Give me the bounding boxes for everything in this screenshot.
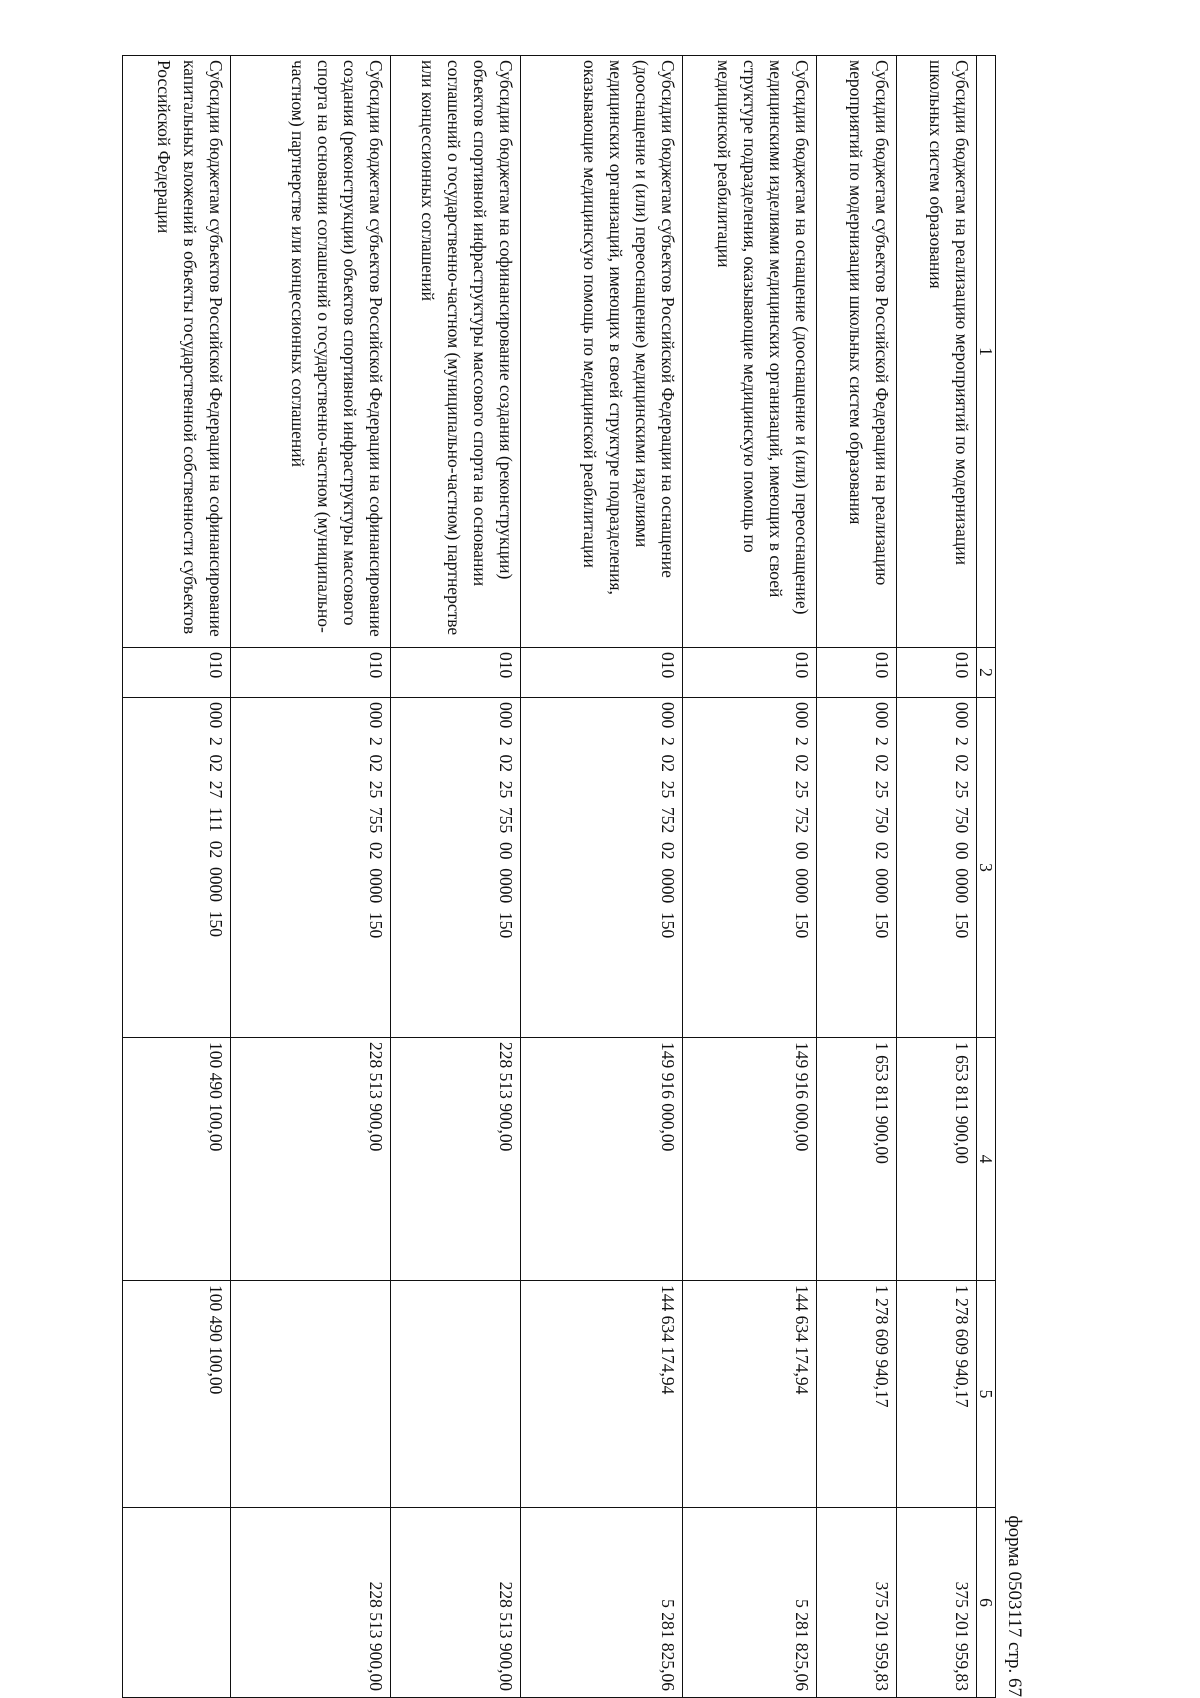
- indicator-name: Субсидии бюджетам на софинансирование создания (реконструкции) объектов спортивной инфраструктуры массового спорта на основании соглашений о государственно-частном (муниципально-частном) партнерстве или концессионных соглашений: [391, 56, 521, 648]
- column-number: 5: [977, 1281, 996, 1508]
- indicator-name: Субсидии бюджетам субъектов Российской Федерации на реализацию мероприятий по модернизации школьных систем образования: [817, 56, 897, 648]
- line-code: 010: [521, 648, 683, 698]
- budget-classification-code: 000 2 02 25 755 02 0000 150: [231, 698, 391, 1038]
- budget-classification-code: 000 2 02 25 750 02 0000 150: [817, 698, 897, 1038]
- indicator-name: Субсидии бюджетам на реализацию мероприятий по модернизации школьных систем образования: [897, 56, 977, 648]
- unexecuted-amount: 228 513 900,00: [391, 1508, 521, 1698]
- approved-amount: 1 653 811 900,00: [897, 1038, 977, 1281]
- executed-amount: 1 278 609 940,17: [897, 1281, 977, 1508]
- approved-amount: 228 513 900,00: [391, 1038, 521, 1281]
- column-number-row: [977, 56, 996, 1698]
- executed-amount: [391, 1281, 521, 1508]
- unexecuted-amount: [123, 1508, 231, 1698]
- unexecuted-amount: 375 201 959,83: [897, 1508, 977, 1698]
- approved-amount: 100 490 100,00: [123, 1038, 231, 1281]
- executed-amount: 144 634 174,94: [683, 1281, 817, 1508]
- table-row: [391, 56, 521, 1698]
- indicator-name: Субсидии бюджетам субъектов Российской Федерации на оснащение (дооснащение и (или) переоснащение) медицинскими изделиями медицинских организаций, имеющих в своей структуре подразделения, оказывающие медицинскую помощь по медицинской реабилитации: [521, 56, 683, 648]
- column-number: 1: [977, 56, 996, 648]
- form-label: форма 0503117 стр. 67: [1004, 1515, 1025, 1697]
- unexecuted-amount: 5 281 825,06: [683, 1508, 817, 1698]
- report-table: [122, 55, 996, 1698]
- table-row: [897, 56, 977, 1698]
- line-code: 010: [123, 648, 231, 698]
- table-row: [817, 56, 897, 1698]
- executed-amount: 100 490 100,00: [123, 1281, 231, 1508]
- approved-amount: 228 513 900,00: [231, 1038, 391, 1281]
- approved-amount: 149 916 000,00: [521, 1038, 683, 1281]
- line-code: 010: [683, 648, 817, 698]
- line-code: 010: [231, 648, 391, 698]
- table-row: [521, 56, 683, 1698]
- executed-amount: [231, 1281, 391, 1508]
- budget-classification-code: 000 2 02 25 755 00 0000 150: [391, 698, 521, 1038]
- unexecuted-amount: 5 281 825,06: [521, 1508, 683, 1698]
- line-code: 010: [391, 648, 521, 698]
- budget-classification-code: 000 2 02 25 750 00 0000 150: [897, 698, 977, 1038]
- executed-amount: 1 278 609 940,17: [817, 1281, 897, 1508]
- budget-classification-code: 000 2 02 27 111 02 0000 150: [123, 698, 231, 1038]
- budget-classification-code: 000 2 02 25 752 00 0000 150: [683, 698, 817, 1038]
- unexecuted-amount: 228 513 900,00: [231, 1508, 391, 1698]
- line-code: 010: [817, 648, 897, 698]
- budget-classification-code: 000 2 02 25 752 02 0000 150: [521, 698, 683, 1038]
- indicator-name: Субсидии бюджетам на оснащение (дооснащение и (или) переоснащение) медицинскими изделиями медицинских организаций, имеющих в своей структуре подразделения, оказывающие медицинскую помощь по медицинской реабилитации: [683, 56, 817, 648]
- column-number: 6: [977, 1508, 996, 1698]
- approved-amount: 149 916 000,00: [683, 1038, 817, 1281]
- rotated-page: [118, 55, 1032, 1697]
- indicator-name: Субсидии бюджетам субъектов Российской Федерации на софинансирование капитальных вложений в объекты государственной собственности субъектов Российской Федерации: [123, 56, 231, 648]
- table-row: [231, 56, 391, 1698]
- column-number: 3: [977, 698, 996, 1038]
- approved-amount: 1 653 811 900,00: [817, 1038, 897, 1281]
- table-row: [123, 56, 231, 1698]
- column-number: 4: [977, 1038, 996, 1281]
- column-number: 2: [977, 648, 996, 698]
- table-row: [683, 56, 817, 1698]
- indicator-name: Субсидии бюджетам субъектов Российской Федерации на софинансирование создания (реконструкции) объектов спортивной инфраструктуры массового спорта на основании соглашений о государственно-частном (муниципально-частном) партнерстве или концессионных соглашений: [231, 56, 391, 648]
- line-code: 010: [897, 648, 977, 698]
- unexecuted-amount: 375 201 959,83: [817, 1508, 897, 1698]
- executed-amount: 144 634 174,94: [521, 1281, 683, 1508]
